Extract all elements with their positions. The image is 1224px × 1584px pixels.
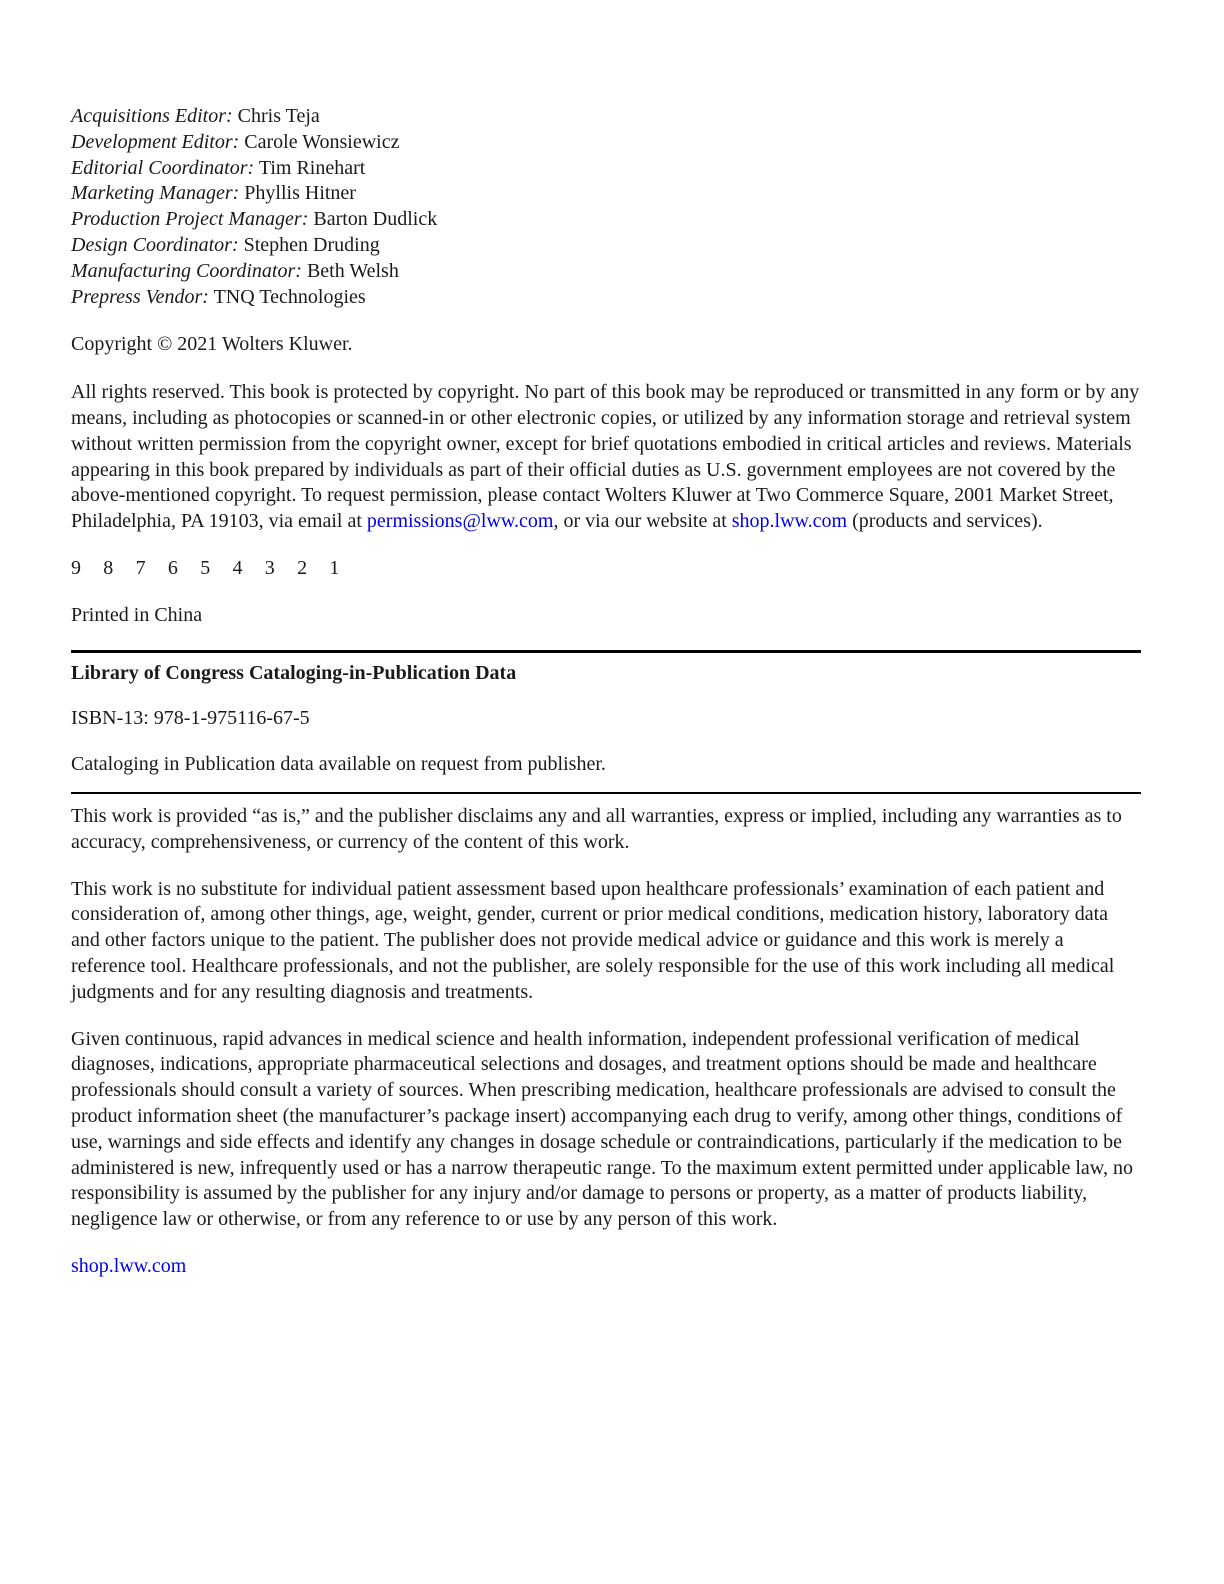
print-number: 4 <box>232 556 243 579</box>
isbn: ISBN-13: 978-1-975116-67-5 <box>71 707 310 730</box>
credit-role: Prepress Vendor: <box>71 285 209 308</box>
credit-line <box>71 130 1141 156</box>
copyright-notice: Copyright © 2021 Wolters Kluwer. <box>71 333 353 356</box>
credit-name: Carole Wonsiewicz <box>244 130 400 153</box>
print-number: 2 <box>297 556 308 579</box>
credit-name: Stephen Druding <box>243 233 380 256</box>
credit-name: Chris Teja <box>237 105 320 127</box>
credit-role: Editorial Coordinator: <box>71 156 255 179</box>
advances-paragraph: Given continuous, rapid advances in medical science and health information, independent professional verification of medical diagnoses, indications, appropriate pharmaceutical selections and dosages, and treatment options should be made and healthcare professionals should consult a variety of sources. When prescribing medication, healthcare professionals are advised to consult the product information sheet (the manufacturer’s package insert) accompanying each drug to verify, among other things, conditions of use, warnings and side effects and identify any changes in dosage schedule or contraindications, particularly if the medication to be administered is new, infrequently used or has a narrow therapeutic range. To the maximum extent permitted under applicable law, no responsibility is assumed by the publisher for any injury and/or damage to persons or property, as a matter of products liability, negligence law or otherwise, or from any reference to or use by any person of this work. <box>71 1027 1133 1231</box>
credit-line <box>71 181 1141 207</box>
credit-name: Phyllis Hitner <box>244 182 356 205</box>
print-number: 5 <box>200 556 211 579</box>
cip-heading: Library of Congress Cataloging-in-Publication Data <box>71 661 517 684</box>
print-number: 3 <box>264 556 275 579</box>
credit-role: Acquisitions Editor: <box>71 105 233 127</box>
credit-name: TNQ Technologies <box>213 285 366 308</box>
credit-line <box>71 285 1141 311</box>
credit-role: Manufacturing Coordinator: <box>71 259 302 282</box>
credit-name: Beth Welsh <box>306 259 399 282</box>
credit-line <box>71 259 1141 285</box>
disclaimer-paragraph: This work is no substitute for individual patient assessment based upon healthcare professionals’ examination of each patient and consideration of, among other things, age, weight, gender, current or prior medical conditions, medication history, laboratory data and other factors unique to the patient. The publisher does not provide medical advice or guidance and this work is merely a reference tool. Healthcare professionals, and not the publisher, are solely responsible for the use of this work including all medical judgments and for any resulting diagnosis and treatments. <box>71 877 1115 1003</box>
print-line <box>71 556 1141 582</box>
copyright-page <box>71 104 1141 1280</box>
footer-link-line <box>71 1254 1141 1280</box>
credit-line <box>71 104 1141 130</box>
divider-thick <box>71 650 1141 653</box>
print-number: 6 <box>167 556 178 579</box>
rights-text: All rights reserved. This book is protected by copyright. No part of this book may be reproduced or transmitted in any form or by any means, including as photocopies or scanned-in or other electronic copies, or utilized by any information storage and retrieval system without written permission from the copyright owner, except for brief quotations embodied in critical articles and reviews. Materials appearing in this book prepared by individuals as part of their official duties as U.S. government employees are not covered by the above-mentioned copyright. To request permission, please contact Wolters Kluwer at Two Commerce Square, 2001 Market Street, Philadelphia, PA 19103, via email at <box>71 381 1140 533</box>
credit-line <box>71 233 1141 259</box>
credit-name: Tim Rinehart <box>258 156 366 179</box>
credit-role: Development Editor: <box>71 130 240 153</box>
rights-text-after: (products and services). <box>847 510 1043 533</box>
permissions-email-link[interactable]: permissions@lww.com <box>366 510 554 533</box>
credit-role: Production Project Manager: <box>71 208 309 231</box>
credit-line <box>71 207 1141 233</box>
credit-role: Marketing Manager: <box>71 182 240 205</box>
warranty-paragraph: This work is provided “as is,” and the publisher disclaims any and all warranties, express or implied, including any warranties as to accuracy, comprehensiveness, or currency of the content of this work. <box>71 804 1122 853</box>
print-number: 7 <box>135 556 146 579</box>
divider-thin <box>71 792 1141 794</box>
credit-line <box>71 156 1141 182</box>
credits-block <box>71 104 1141 310</box>
cip-note: Cataloging in Publication data available on request from publisher. <box>71 753 606 776</box>
website-link[interactable]: shop.lww.com <box>731 510 848 533</box>
rights-paragraph <box>71 380 1141 535</box>
rights-text-between: , or via our website at <box>553 510 732 533</box>
footer-website-link[interactable]: shop.lww.com <box>71 1254 187 1277</box>
credit-role: Design Coordinator: <box>71 233 239 256</box>
printed-in: Printed in China <box>71 603 203 626</box>
print-number: 9 <box>71 556 81 579</box>
credit-name: Barton Dudlick <box>313 208 438 231</box>
print-number: 8 <box>103 556 114 579</box>
print-number: 1 <box>329 556 340 579</box>
